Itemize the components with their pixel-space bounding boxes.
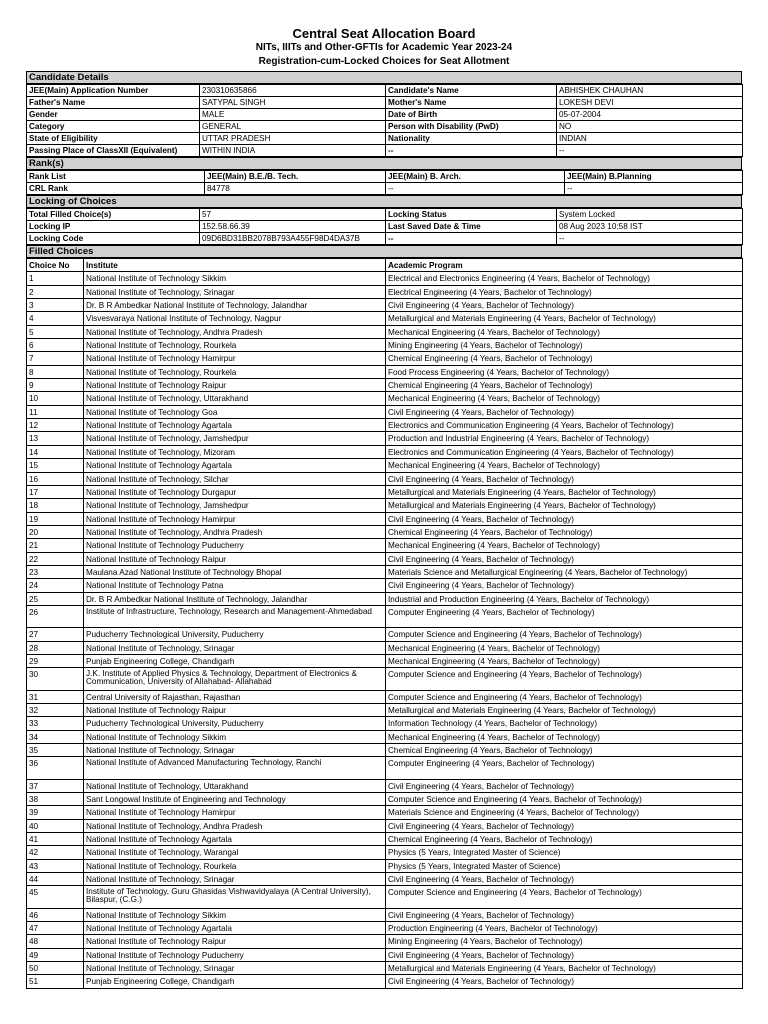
candidate-value: 230310635866 — [200, 85, 386, 97]
candidate-value: ABHISHEK CHAUHAN — [557, 85, 743, 97]
table-row — [27, 419, 743, 432]
candidate-label: State of Eligibility — [27, 133, 200, 145]
candidate-label: Gender — [27, 109, 200, 121]
choice-program: Metallurgical and Materials Engineering (4 Years, Bachelor of Technology) — [386, 485, 743, 498]
ranks-header-cell: JEE(Main) B.E./B. Tech. — [205, 171, 386, 183]
locking-label: Locking IP — [27, 221, 200, 233]
choice-program: Electrical Engineering (4 Years, Bachelor of Technology) — [386, 285, 743, 298]
choice-number: 18 — [27, 499, 84, 512]
choice-number: 35 — [27, 743, 84, 756]
table-row — [27, 339, 743, 352]
table-row — [27, 592, 743, 605]
choice-institute: National Institute of Technology, Rourkela — [84, 365, 386, 378]
choice-institute: National Institute of Technology Raipur — [84, 379, 386, 392]
choice-institute: Punjab Engineering College, Chandigarh — [84, 975, 386, 988]
choice-program: Mechanical Engineering (4 Years, Bachelor of Technology) — [386, 654, 743, 667]
locking-label: Locking Status — [386, 209, 557, 221]
choice-number: 48 — [27, 935, 84, 948]
choice-institute: Visvesvaraya National Institute of Technology, Nagpur — [84, 312, 386, 325]
candidate-row — [27, 85, 743, 97]
choice-program: Civil Engineering (4 Years, Bachelor of Technology) — [386, 552, 743, 565]
candidate-label: Candidate's Name — [386, 85, 557, 97]
ranks-header-cell: JEE(Main) B. Arch. — [386, 171, 565, 183]
choice-institute: National Institute of Technology, Silchar — [84, 472, 386, 485]
table-row — [27, 846, 743, 859]
table-row — [27, 272, 743, 285]
choice-program: Chemical Engineering (4 Years, Bachelor of Technology) — [386, 743, 743, 756]
choice-program: Computer Engineering (4 Years, Bachelor of Technology) — [386, 605, 743, 627]
locking-row — [27, 221, 743, 233]
choice-program: Civil Engineering (4 Years, Bachelor of Technology) — [386, 872, 743, 885]
choice-number: 42 — [27, 846, 84, 859]
choice-institute: National Institute of Technology, Rourkela — [84, 859, 386, 872]
table-row — [27, 325, 743, 338]
choice-number: 24 — [27, 579, 84, 592]
choice-program: Computer Science and Engineering (4 Years, Bachelor of Technology) — [386, 792, 743, 805]
candidate-row — [27, 133, 743, 145]
choice-number: 31 — [27, 690, 84, 703]
choice-number: 10 — [27, 392, 84, 405]
choice-program: Civil Engineering (4 Years, Bachelor of Technology) — [386, 908, 743, 921]
choice-number: 3 — [27, 299, 84, 312]
choice-institute: Puducherry Technological University, Puducherry — [84, 628, 386, 641]
table-row — [27, 628, 743, 641]
choice-institute: National Institute of Technology Patna — [84, 579, 386, 592]
table-row — [27, 641, 743, 654]
section-ranks: Rank(s) — [26, 157, 742, 170]
candidate-value: 05-07-2004 — [557, 109, 743, 121]
candidate-label: Category — [27, 121, 200, 133]
choice-institute: National Institute of Technology Durgapur — [84, 485, 386, 498]
choice-number: 36 — [27, 757, 84, 779]
choice-institute: National Institute of Technology Puducherry — [84, 948, 386, 961]
choice-program: Chemical Engineering (4 Years, Bachelor of Technology) — [386, 525, 743, 538]
choice-institute: National Institute of Technology Raipur — [84, 703, 386, 716]
choice-institute: National Institute of Technology, Jamshedpur — [84, 432, 386, 445]
choice-number: 1 — [27, 272, 84, 285]
locking-value: System Locked — [557, 209, 743, 221]
page-subtitle-1: NITs, IIITs and Other-GFTIs for Academic Year 2023-24 — [255, 42, 513, 53]
choice-institute: National Institute of Technology, Andhra Pradesh — [84, 819, 386, 832]
choice-number: 47 — [27, 921, 84, 934]
choice-institute: National Institute of Technology, Uttarakhand — [84, 779, 386, 792]
choice-program: Food Process Engineering (4 Years, Bachelor of Technology) — [386, 365, 743, 378]
choice-program: Computer Science and Engineering (4 Years, Bachelor of Technology) — [386, 886, 743, 908]
choice-program: Civil Engineering (4 Years, Bachelor of Technology) — [386, 819, 743, 832]
choice-number: 50 — [27, 962, 84, 975]
table-row — [27, 757, 743, 779]
locking-value: 09D6BD31BB2078B793A455F98D4DA37B — [200, 233, 386, 245]
choice-institute: National Institute of Technology Puducherry — [84, 539, 386, 552]
table-row — [27, 499, 743, 512]
choice-number: 15 — [27, 459, 84, 472]
choice-number: 13 — [27, 432, 84, 445]
choice-program: Physics (5 Years, Integrated Master of Science) — [386, 846, 743, 859]
ranks-value: 84778 — [205, 183, 386, 195]
table-row — [27, 392, 743, 405]
choice-number: 8 — [27, 365, 84, 378]
choice-institute: National Institute of Technology, Warangal — [84, 846, 386, 859]
section-locking: Locking of Choices — [26, 195, 742, 208]
choice-program: Computer Science and Engineering (4 Years, Bachelor of Technology) — [386, 690, 743, 703]
choice-number: 12 — [27, 419, 84, 432]
choice-institute: National Institute of Technology, Uttarakhand — [84, 392, 386, 405]
choice-number: 38 — [27, 792, 84, 805]
table-row — [27, 299, 743, 312]
choice-number: 20 — [27, 525, 84, 538]
table-row — [27, 472, 743, 485]
candidate-row — [27, 97, 743, 109]
page-title: Central Seat Allocation Board — [292, 26, 476, 41]
choice-program: Production and Industrial Engineering (4 Years, Bachelor of Technology) — [386, 432, 743, 445]
choice-program: Mining Engineering (4 Years, Bachelor of Technology) — [386, 935, 743, 948]
choice-number: 21 — [27, 539, 84, 552]
choice-program: Chemical Engineering (4 Years, Bachelor of Technology) — [386, 379, 743, 392]
choice-program: Metallurgical and Materials Engineering (4 Years, Bachelor of Technology) — [386, 703, 743, 716]
section-candidate-details: Candidate Details — [26, 71, 742, 84]
candidate-label: -- — [386, 145, 557, 157]
table-row — [27, 539, 743, 552]
table-row — [27, 459, 743, 472]
candidate-value: INDIAN — [557, 133, 743, 145]
choice-number: 7 — [27, 352, 84, 365]
choice-program: Computer Science and Engineering (4 Years, Bachelor of Technology) — [386, 628, 743, 641]
choice-program: Civil Engineering (4 Years, Bachelor of Technology) — [386, 975, 743, 988]
choice-number: 45 — [27, 886, 84, 908]
choice-number: 44 — [27, 872, 84, 885]
choice-number: 6 — [27, 339, 84, 352]
table-row — [27, 352, 743, 365]
table-row — [27, 792, 743, 805]
choice-institute: Puducherry Technological University, Puducherry — [84, 717, 386, 730]
choice-institute: National Institute of Technology Raipur — [84, 935, 386, 948]
choice-number: 30 — [27, 668, 84, 690]
locking-table — [26, 208, 743, 245]
table-row — [27, 285, 743, 298]
table-row — [27, 552, 743, 565]
choice-institute: National Institute of Technology Sikkim — [84, 272, 386, 285]
choice-number: 26 — [27, 605, 84, 627]
choice-institute: National Institute of Technology, Andhra Pradesh — [84, 325, 386, 338]
choice-institute: Central University of Rajasthan, Rajasthan — [84, 690, 386, 703]
locking-value: -- — [557, 233, 743, 245]
table-row — [27, 872, 743, 885]
choice-institute: National Institute of Technology Raipur — [84, 552, 386, 565]
choice-institute: Institute of Infrastructure, Technology, Research and Management-Ahmedabad — [84, 605, 386, 627]
choice-program: Computer Science and Engineering (4 Years, Bachelor of Technology) — [386, 668, 743, 690]
choice-institute: J.K. Institute of Applied Physics & Technology, Department of Electronics & Communication, University of Allahabad- Allahabad — [84, 668, 386, 690]
choice-institute: Maulana Azad National Institute of Technology Bhopal — [84, 565, 386, 578]
choice-number: 29 — [27, 654, 84, 667]
choice-number: 23 — [27, 565, 84, 578]
choices-header-cell: Academic Program — [386, 259, 743, 272]
choice-program: Materials Science and Engineering (4 Years, Bachelor of Technology) — [386, 806, 743, 819]
choice-number: 40 — [27, 819, 84, 832]
candidate-value: MALE — [200, 109, 386, 121]
locking-value: 57 — [200, 209, 386, 221]
choice-program: Materials Science and Metallurgical Engineering (4 Years, Bachelor of Technology) — [386, 565, 743, 578]
choice-number: 16 — [27, 472, 84, 485]
choice-program: Civil Engineering (4 Years, Bachelor of Technology) — [386, 299, 743, 312]
choice-program: Mechanical Engineering (4 Years, Bachelor of Technology) — [386, 539, 743, 552]
choice-institute: National Institute of Advanced Manufacturing Technology, Ranchi — [84, 757, 386, 779]
choice-number: 19 — [27, 512, 84, 525]
choice-program: Information Technology (4 Years, Bachelor of Technology) — [386, 717, 743, 730]
table-row — [27, 962, 743, 975]
table-row — [27, 832, 743, 845]
locking-label: Last Saved Date & Time — [386, 221, 557, 233]
choice-program: Mechanical Engineering (4 Years, Bachelor of Technology) — [386, 730, 743, 743]
choice-number: 25 — [27, 592, 84, 605]
choice-institute: National Institute of Technology Hamirpur — [84, 352, 386, 365]
choices-header-cell: Choice No — [27, 259, 84, 272]
choice-institute: Institute of Technology, Guru Ghasidas Vishwavidyalaya (A Central University), Bilaspur, (C.G.) — [84, 886, 386, 908]
choice-institute: National Institute of Technology, Srinagar — [84, 962, 386, 975]
choice-number: 22 — [27, 552, 84, 565]
locking-value: 08 Aug 2023 10:58 IST — [557, 221, 743, 233]
candidate-value: SATYPAL SINGH — [200, 97, 386, 109]
table-row — [27, 485, 743, 498]
choice-institute: National Institute of Technology Agartala — [84, 921, 386, 934]
table-row — [27, 717, 743, 730]
choice-number: 34 — [27, 730, 84, 743]
choice-number: 27 — [27, 628, 84, 641]
candidate-row — [27, 109, 743, 121]
locking-label: Locking Code — [27, 233, 200, 245]
ranks-header-cell: JEE(Main) B.Planning — [565, 171, 743, 183]
candidate-label: Date of Birth — [386, 109, 557, 121]
choice-program: Electronics and Communication Engineering (4 Years, Bachelor of Technology) — [386, 419, 743, 432]
choice-institute: National Institute of Technology Sikkim — [84, 908, 386, 921]
candidate-label: Person with Disability (PwD) — [386, 121, 557, 133]
choice-institute: Dr. B R Ambedkar National Institute of Technology, Jalandhar — [84, 592, 386, 605]
table-row — [27, 975, 743, 988]
choice-program: Electrical and Electronics Engineering (4 Years, Bachelor of Technology) — [386, 272, 743, 285]
candidate-value: -- — [557, 145, 743, 157]
candidate-label: Passing Place of ClassXII (Equivalent) — [27, 145, 200, 157]
table-row — [27, 948, 743, 961]
candidate-value: GENERAL — [200, 121, 386, 133]
table-row — [27, 886, 743, 908]
choice-institute: National Institute of Technology, Srinagar — [84, 872, 386, 885]
candidate-label: Nationality — [386, 133, 557, 145]
choice-institute: National Institute of Technology Sikkim — [84, 730, 386, 743]
table-row — [27, 654, 743, 667]
document-header — [0, 0, 768, 69]
table-row — [27, 690, 743, 703]
table-row — [27, 779, 743, 792]
choices-header-row — [27, 259, 743, 272]
table-row — [27, 525, 743, 538]
choice-number: 46 — [27, 908, 84, 921]
candidate-value: UTTAR PRADESH — [200, 133, 386, 145]
locking-label: Total Filled Choice(s) — [27, 209, 200, 221]
choice-program: Civil Engineering (4 Years, Bachelor of Technology) — [386, 512, 743, 525]
choice-number: 51 — [27, 975, 84, 988]
choice-institute: National Institute of Technology, Andhra Pradesh — [84, 525, 386, 538]
table-row — [27, 703, 743, 716]
table-row — [27, 512, 743, 525]
choice-program: Civil Engineering (4 Years, Bachelor of Technology) — [386, 779, 743, 792]
choice-number: 28 — [27, 641, 84, 654]
ranks-row — [27, 183, 743, 195]
choice-program: Mechanical Engineering (4 Years, Bachelor of Technology) — [386, 392, 743, 405]
choice-program: Civil Engineering (4 Years, Bachelor of Technology) — [386, 472, 743, 485]
choice-number: 43 — [27, 859, 84, 872]
choice-number: 9 — [27, 379, 84, 392]
candidate-label: Father's Name — [27, 97, 200, 109]
choice-institute: National Institute of Technology, Srinagar — [84, 285, 386, 298]
choice-program: Metallurgical and Materials Engineering (4 Years, Bachelor of Technology) — [386, 499, 743, 512]
ranks-table — [26, 170, 743, 195]
table-row — [27, 806, 743, 819]
choice-institute: National Institute of Technology, Srinagar — [84, 641, 386, 654]
choice-institute: Punjab Engineering College, Chandigarh — [84, 654, 386, 667]
choice-institute: National Institute of Technology Goa — [84, 405, 386, 418]
choice-institute: National Institute of Technology Agartala — [84, 459, 386, 472]
table-row — [27, 743, 743, 756]
table-row — [27, 405, 743, 418]
choice-program: Mining Engineering (4 Years, Bachelor of Technology) — [386, 339, 743, 352]
choice-program: Computer Engineering (4 Years, Bachelor of Technology) — [386, 757, 743, 779]
choice-number: 49 — [27, 948, 84, 961]
table-row — [27, 819, 743, 832]
candidate-label: Mother's Name — [386, 97, 557, 109]
candidate-value: NO — [557, 121, 743, 133]
choice-number: 32 — [27, 703, 84, 716]
table-row — [27, 312, 743, 325]
table-row — [27, 908, 743, 921]
ranks-header-row — [27, 171, 743, 183]
choice-program: Civil Engineering (4 Years, Bachelor of Technology) — [386, 579, 743, 592]
choice-program: Chemical Engineering (4 Years, Bachelor of Technology) — [386, 352, 743, 365]
locking-row — [27, 233, 743, 245]
choice-institute: National Institute of Technology Hamirpur — [84, 512, 386, 525]
choice-number: 2 — [27, 285, 84, 298]
choice-institute: National Institute of Technology, Srinagar — [84, 743, 386, 756]
table-row — [27, 579, 743, 592]
table-row — [27, 565, 743, 578]
choice-program: Civil Engineering (4 Years, Bachelor of Technology) — [386, 405, 743, 418]
candidate-table — [26, 84, 743, 157]
choice-number: 5 — [27, 325, 84, 338]
choice-number: 41 — [27, 832, 84, 845]
choice-program: Electronics and Communication Engineering (4 Years, Bachelor of Technology) — [386, 445, 743, 458]
choice-institute: National Institute of Technology, Jamshedpur — [84, 499, 386, 512]
choice-institute: National Institute of Technology, Mizoram — [84, 445, 386, 458]
choice-number: 33 — [27, 717, 84, 730]
table-row — [27, 432, 743, 445]
choice-institute: National Institute of Technology, Rourkela — [84, 339, 386, 352]
candidate-value: LOKESH DEVI — [557, 97, 743, 109]
choice-number: 4 — [27, 312, 84, 325]
choice-program: Metallurgical and Materials Engineering (4 Years, Bachelor of Technology) — [386, 312, 743, 325]
choice-institute: National Institute of Technology Agartala — [84, 832, 386, 845]
candidate-value: WITHIN INDIA — [200, 145, 386, 157]
locking-value: 152.58.66.39 — [200, 221, 386, 233]
ranks-value: -- — [565, 183, 743, 195]
table-row — [27, 921, 743, 934]
ranks-label: CRL Rank — [27, 183, 205, 195]
choice-program: Chemical Engineering (4 Years, Bachelor of Technology) — [386, 832, 743, 845]
ranks-header-cell: Rank List — [27, 171, 205, 183]
table-row — [27, 730, 743, 743]
choice-institute: Dr. B R Ambedkar National Institute of Technology, Jalandhar — [84, 299, 386, 312]
choice-number: 14 — [27, 445, 84, 458]
choice-program: Production Engineering (4 Years, Bachelor of Technology) — [386, 921, 743, 934]
choice-program: Industrial and Production Engineering (4 Years, Bachelor of Technology) — [386, 592, 743, 605]
table-row — [27, 445, 743, 458]
choice-number: 17 — [27, 485, 84, 498]
table-row — [27, 668, 743, 690]
locking-label: -- — [386, 233, 557, 245]
table-row — [27, 859, 743, 872]
choices-table — [26, 258, 743, 989]
choice-program: Mechanical Engineering (4 Years, Bachelor of Technology) — [386, 459, 743, 472]
choice-program: Physics (5 Years, Integrated Master of Science) — [386, 859, 743, 872]
choice-program: Civil Engineering (4 Years, Bachelor of Technology) — [386, 948, 743, 961]
choice-number: 37 — [27, 779, 84, 792]
table-row — [27, 935, 743, 948]
choice-institute: National Institute of Technology Hamirpur — [84, 806, 386, 819]
choice-program: Metallurgical and Materials Engineering (4 Years, Bachelor of Technology) — [386, 962, 743, 975]
candidate-row — [27, 121, 743, 133]
section-filled-choices: Filled Choices — [26, 245, 742, 258]
choice-program: Mechanical Engineering (4 Years, Bachelor of Technology) — [386, 325, 743, 338]
table-row — [27, 379, 743, 392]
page-subtitle-2: Registration-cum-Locked Choices for Seat Allotment — [258, 56, 510, 67]
choice-number: 11 — [27, 405, 84, 418]
choice-number: 39 — [27, 806, 84, 819]
candidate-row — [27, 145, 743, 157]
table-row — [27, 365, 743, 378]
choice-institute: National Institute of Technology Agartala — [84, 419, 386, 432]
choices-header-cell: Institute — [84, 259, 386, 272]
table-row — [27, 605, 743, 627]
ranks-value: -- — [386, 183, 565, 195]
candidate-label: JEE(Main) Application Number — [27, 85, 200, 97]
choice-institute: Sant Longowal Institute of Engineering and Technology — [84, 792, 386, 805]
choice-program: Mechanical Engineering (4 Years, Bachelor of Technology) — [386, 641, 743, 654]
document-body — [26, 71, 742, 989]
locking-row — [27, 209, 743, 221]
